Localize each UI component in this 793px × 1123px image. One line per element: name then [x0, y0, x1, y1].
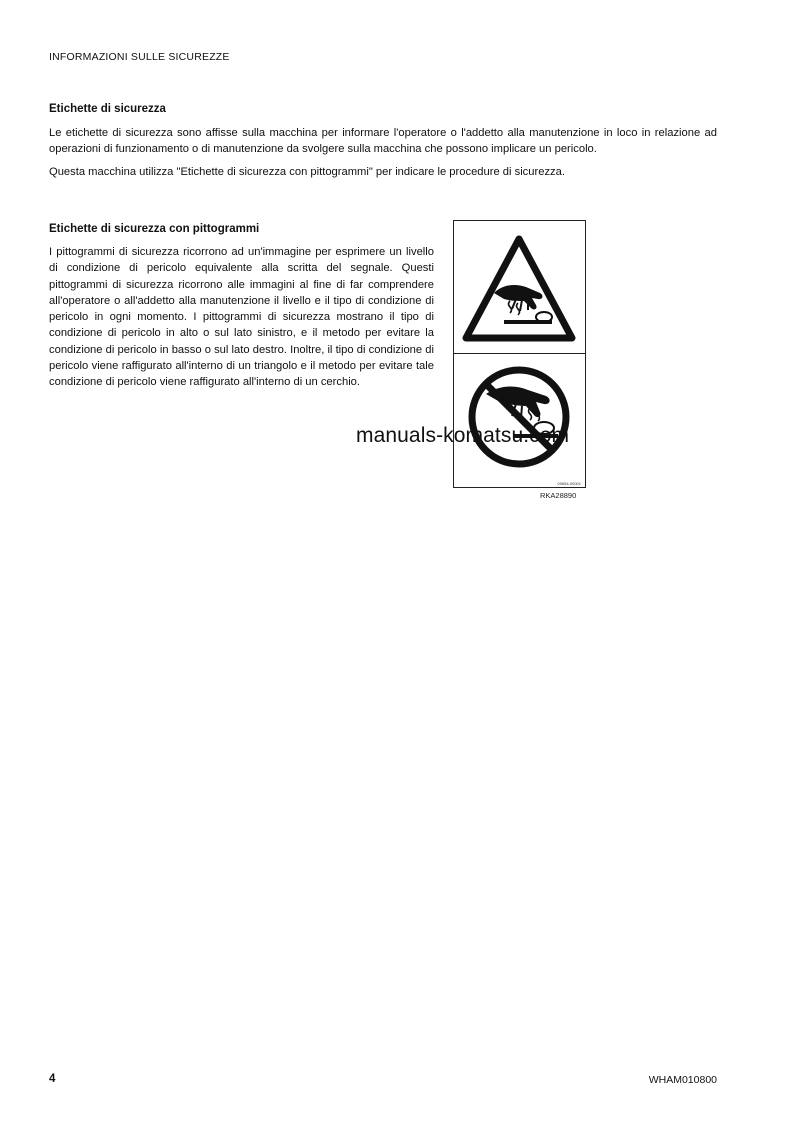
pictogram-labels-paragraph: I pittogrammi di sicurezza ricorrono ad un'immagine per esprimere un livello di condizione di pericolo equivalente alla scritta del segnale. Questi pittogrammi di sicurezza ricorrono alle immagini al fine di far comprendere all'operatore o all'addetto alla manutenzione il livello e il tipo di condizione di pericolo in ogni momento. I pittogrammi di sicurezza mostrano il tipo di condizione di pericolo in alto o sul lato sinistro, e il metodo per evitare la condizione di pericolo in basso o sul lato destro. Inoltre, il tipo di condizione di pericolo viene raffigurato all'interno di un triangolo e il metodo per evitare tale condizione di pericolo viene raffigurato all'interno di un cerchio.	[49, 246, 434, 389]
safety-labels-paragraph-1: Le etichette di sicurezza sono affisse sulla macchina per informare l'operatore o l'addetto alla manutenzione in loco in relazione ad operazioni di funzionamento o di manutenzione da svolgere sulla macchina che possono implicare un pericolo.	[49, 127, 717, 156]
safety-labels-body	[49, 125, 717, 180]
document-code: WHAM010800	[648, 1074, 717, 1086]
running-header: INFORMAZIONI SULLE SICUREZZE	[49, 51, 230, 63]
watermark: manuals-komatsu.com	[356, 424, 570, 447]
label-part-number: 09654-00001	[557, 481, 581, 486]
avoidance-panel	[454, 354, 585, 487]
pictogram-labels-body	[49, 244, 434, 391]
figure-reference-code: RKA28890	[540, 491, 577, 500]
prohibition-circle-do-not-touch-icon	[454, 354, 585, 484]
page-number: 4	[49, 1073, 56, 1085]
hazard-panel	[454, 221, 585, 354]
hazard-triangle-hot-surface-icon	[454, 221, 585, 352]
heading-safety-labels: Etichette di sicurezza	[49, 103, 166, 115]
heading-pictogram-labels: Etichette di sicurezza con pittogrammi	[49, 223, 260, 235]
safety-labels-paragraph-2: Questa macchina utilizza "Etichette di sicurezza con pittogrammi" per indicare le procedure di sicurezza.	[49, 165, 565, 178]
